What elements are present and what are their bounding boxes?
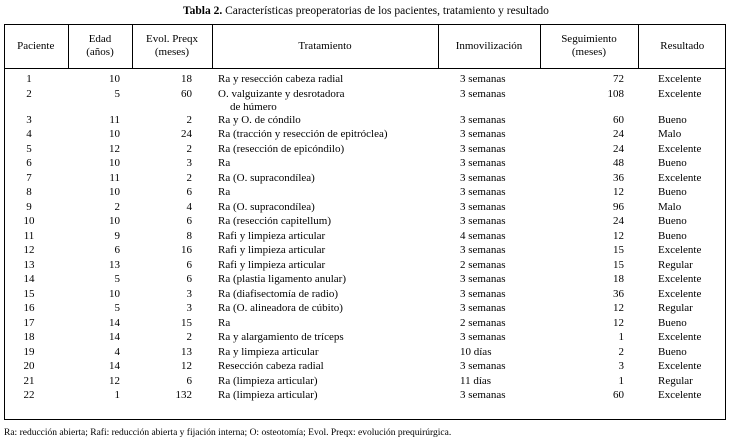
cell-evol-preqx: 2 [186, 171, 192, 184]
cell-inmovilizacion: 4 semanas [460, 229, 506, 242]
cell-tratamiento: Ra (resección capitellum) [218, 215, 332, 227]
cell-inmovilizacion: 3 semanas [460, 360, 506, 372]
table-row [4, 215, 726, 230]
cell-evol-preqx: 6 [186, 273, 192, 285]
cell-tratamiento: Ra (plastia ligamento anular) [218, 273, 346, 285]
cell-seguimiento: 1 [618, 374, 624, 387]
cell-evol-preqx: 18 [181, 73, 192, 85]
table-row [4, 375, 726, 390]
cell-resultado: Bueno [658, 113, 687, 126]
cell-edad: 6 [114, 244, 120, 256]
cell-edad: 14 [109, 316, 120, 329]
cell-edad: 14 [109, 360, 120, 372]
cell-tratamiento: Ra (O. alineadora de cúbito) [218, 302, 343, 314]
cell-edad: 5 [114, 87, 120, 100]
cell-edad: 10 [109, 73, 120, 85]
cell-seguimiento: 60 [613, 389, 624, 401]
cell-edad: 11 [109, 113, 120, 126]
table-row [4, 201, 726, 216]
cell-paciente: 1 [26, 73, 32, 85]
cell-resultado: Malo [658, 128, 682, 140]
cell-paciente: 8 [26, 186, 32, 198]
cell-tratamiento: Ra y resección cabeza radial [218, 73, 344, 85]
cell-paciente: 22 [23, 389, 35, 401]
cell-inmovilizacion: 2 semanas [460, 316, 506, 329]
cell-edad: 14 [109, 331, 120, 343]
cell-resultado: Excelente [658, 331, 702, 343]
cell-resultado: Excelente [658, 87, 702, 100]
cell-tratamiento: Resección cabeza radial [218, 360, 324, 372]
cell-tratamiento: Ra [218, 157, 231, 169]
cell-seguimiento: 36 [613, 171, 624, 184]
cell-tratamiento: Ra [218, 316, 231, 329]
cell-tratamiento: Ra (limpieza articular) [218, 374, 318, 387]
cell-evol-preqx: 4 [186, 200, 192, 213]
cell-evol-preqx: 24 [181, 128, 192, 140]
cell-resultado: Regular [658, 374, 693, 387]
cell-inmovilizacion: 10 días [460, 345, 492, 358]
cell-paciente: 6 [26, 157, 32, 169]
cell-evol-preqx: 15 [181, 316, 192, 329]
cell-inmovilizacion: 2 semanas [460, 258, 506, 271]
cell-resultado: Bueno [658, 229, 687, 242]
cell-edad: 10 [109, 215, 120, 227]
cell-paciente: 19 [23, 345, 35, 358]
cell-tratamiento-continuation: de húmero [230, 100, 277, 113]
cell-resultado: Regular [658, 258, 693, 271]
cell-inmovilizacion: 3 semanas [460, 244, 506, 256]
cell-edad: 5 [114, 273, 120, 285]
cell-tratamiento: Ra (tracción y resección de epitróclea) [218, 128, 388, 140]
cell-evol-preqx: 13 [181, 345, 192, 358]
cell-evol-preqx: 12 [181, 360, 192, 372]
cell-edad: 10 [109, 287, 120, 300]
cell-paciente: 13 [23, 258, 35, 271]
cell-inmovilizacion: 3 semanas [460, 389, 506, 401]
cell-paciente: 21 [23, 374, 35, 387]
cell-tratamiento: Rafi y limpieza articular [218, 258, 326, 271]
cell-evol-preqx: 8 [186, 229, 192, 242]
cell-seguimiento: 15 [613, 244, 624, 256]
header-resultado: Resultado [638, 24, 726, 69]
cell-paciente: 12 [23, 244, 35, 256]
cell-paciente: 14 [23, 273, 35, 285]
header-inmovilizacion: Inmovilización [438, 24, 540, 69]
cell-edad: 12 [109, 142, 120, 155]
header-row [4, 24, 726, 69]
table-row [4, 172, 726, 187]
header-paciente: Paciente [4, 24, 68, 69]
table-row [4, 288, 726, 303]
cell-resultado: Excelente [658, 73, 702, 85]
cell-resultado: Excelente [658, 244, 702, 256]
cell-resultado: Excelente [658, 273, 702, 285]
cell-seguimiento: 24 [613, 128, 624, 140]
cell-tratamiento: Ra y alargamiento de tríceps [218, 331, 344, 343]
cell-edad: 10 [109, 128, 120, 140]
cell-evol-preqx: 6 [186, 374, 192, 387]
table-caption [0, 4, 732, 18]
cell-resultado: Excelente [658, 142, 702, 155]
table-row [4, 259, 726, 274]
cell-resultado: Bueno [658, 345, 687, 358]
cell-inmovilizacion: 3 semanas [460, 287, 506, 300]
cell-evol-preqx: 2 [186, 113, 192, 126]
cell-evol-preqx: 2 [186, 331, 192, 343]
cell-tratamiento: O. valguizante y desrotadora de húmero [212, 88, 438, 114]
table-footnote: Ra: reducción abierta; Rafi: reducción abierta y fijación interna; O: osteotomía; Evol. Preqx: evolución prequirúrgica. [4, 428, 452, 438]
cell-inmovilizacion: 3 semanas [460, 273, 506, 285]
cell-evol-preqx: 2 [186, 142, 192, 155]
table-row [4, 230, 726, 245]
cell-evol-preqx: 132 [175, 389, 192, 401]
table-row [4, 157, 726, 172]
cell-resultado: Bueno [658, 157, 687, 169]
table-row [4, 302, 726, 317]
cell-seguimiento: 3 [618, 360, 624, 372]
cell-paciente: 20 [23, 360, 35, 372]
cell-seguimiento: 24 [613, 215, 624, 227]
cell-resultado: Regular [658, 302, 693, 314]
cell-evol-preqx: 6 [186, 186, 192, 198]
table-row [4, 244, 726, 259]
cell-paciente: 10 [23, 215, 35, 227]
cell-tratamiento: Ra (diafisectomía de radio) [218, 287, 339, 300]
cell-inmovilizacion: 3 semanas [460, 157, 506, 169]
cell-edad: 11 [109, 171, 120, 184]
cell-seguimiento: 1 [618, 331, 624, 343]
cell-seguimiento: 2 [618, 345, 624, 358]
cell-seguimiento: 12 [613, 302, 624, 314]
cell-seguimiento: 36 [613, 287, 624, 300]
cell-paciente: 17 [23, 316, 35, 329]
cell-seguimiento: 72 [613, 73, 624, 85]
cell-paciente: 4 [26, 128, 32, 140]
cell-resultado: Bueno [658, 316, 687, 329]
cell-inmovilizacion: 3 semanas [460, 73, 506, 85]
cell-inmovilizacion: 3 semanas [460, 331, 506, 343]
cell-seguimiento: 12 [613, 316, 624, 329]
cell-evol-preqx: 6 [186, 258, 192, 271]
cell-edad: 10 [109, 157, 120, 169]
cell-inmovilizacion: 3 semanas [460, 87, 506, 100]
cell-paciente: 3 [26, 113, 32, 126]
cell-seguimiento: 15 [613, 258, 624, 271]
cell-evol-preqx: 3 [186, 287, 192, 300]
cell-seguimiento: 60 [613, 113, 624, 126]
cell-resultado: Bueno [658, 186, 687, 198]
cell-edad: 13 [109, 258, 120, 271]
cell-inmovilizacion: 3 semanas [460, 113, 506, 126]
cell-seguimiento: 24 [613, 142, 624, 155]
cell-edad: 5 [114, 302, 120, 314]
table-row [4, 143, 726, 158]
cell-tratamiento: Ra [218, 186, 231, 198]
cell-inmovilizacion: 3 semanas [460, 142, 506, 155]
table-row [4, 331, 726, 346]
cell-seguimiento: 12 [613, 229, 624, 242]
cell-paciente: 7 [26, 171, 32, 184]
cell-seguimiento: 96 [613, 200, 624, 213]
cell-paciente: 15 [23, 287, 35, 300]
cell-edad: 1 [114, 389, 120, 401]
cell-paciente: 2 [26, 87, 32, 100]
cell-resultado: Excelente [658, 287, 702, 300]
cell-inmovilizacion: 3 semanas [460, 200, 506, 213]
cell-resultado: Malo [658, 200, 682, 213]
cell-inmovilizacion: 3 semanas [460, 215, 506, 227]
cell-paciente: 18 [23, 331, 35, 343]
cell-resultado: Excelente [658, 171, 702, 184]
table-row [4, 186, 726, 201]
cell-tratamiento: Ra y O. de cóndilo [218, 113, 301, 126]
table-row [4, 88, 726, 114]
cell-inmovilizacion: 3 semanas [460, 302, 506, 314]
cell-tratamiento: Ra (O. supracondílea) [218, 171, 315, 184]
table-row [4, 273, 726, 288]
cell-resultado: Excelente [658, 360, 702, 372]
table-row [4, 317, 726, 332]
cell-tratamiento: Rafi y limpieza articular [218, 229, 326, 242]
table-row [4, 346, 726, 361]
cell-edad: 10 [109, 186, 120, 198]
cell-tratamiento: Rafi y limpieza articular [218, 244, 326, 256]
header-seguimiento: Seguimiento (meses) [540, 24, 638, 69]
cell-tratamiento: Ra y limpieza articular [218, 345, 319, 358]
header-tratamiento: Tratamiento [212, 24, 438, 69]
cell-paciente: 5 [26, 142, 32, 155]
cell-edad: 2 [114, 200, 120, 213]
cell-paciente: 16 [23, 302, 35, 314]
cell-edad: 9 [114, 229, 120, 242]
cell-evol-preqx: 60 [181, 87, 192, 100]
cell-inmovilizacion: 3 semanas [460, 186, 506, 198]
cell-tratamiento: Ra (limpieza articular) [218, 389, 318, 401]
table-row [4, 128, 726, 143]
table-caption-label: Tabla 2. [183, 5, 223, 17]
cell-seguimiento: 108 [607, 87, 624, 100]
cell-paciente: 9 [26, 200, 32, 213]
cell-evol-preqx: 3 [186, 157, 192, 169]
cell-inmovilizacion: 3 semanas [460, 128, 506, 140]
table-row [4, 360, 726, 375]
cell-paciente: 11 [23, 229, 35, 242]
cell-seguimiento: 18 [613, 273, 624, 285]
cell-edad: 12 [109, 374, 120, 387]
cell-evol-preqx: 3 [186, 302, 192, 314]
results-table [4, 24, 726, 404]
cell-seguimiento: 12 [613, 186, 624, 198]
cell-resultado: Excelente [658, 389, 702, 401]
table-body [4, 69, 726, 404]
header-evol-preqx: Evol. Preqx (meses) [132, 24, 212, 69]
table-caption-text: Características preoperatorias de los pacientes, tratamiento y resultado [225, 5, 549, 17]
table-row [4, 389, 726, 404]
header-edad: Edad (años) [68, 24, 132, 69]
cell-evol-preqx: 16 [181, 244, 192, 256]
cell-evol-preqx: 6 [186, 215, 192, 227]
cell-tratamiento: Ra (resección de epicóndilo) [218, 142, 345, 155]
cell-resultado: Bueno [658, 215, 687, 227]
cell-inmovilizacion: 11 días [460, 374, 492, 387]
table-row [4, 69, 726, 88]
cell-tratamiento: Ra (O. supracondílea) [218, 200, 315, 213]
cell-edad: 4 [114, 345, 120, 358]
cell-seguimiento: 48 [613, 157, 624, 169]
cell-inmovilizacion: 3 semanas [460, 171, 506, 184]
table-row [4, 114, 726, 129]
